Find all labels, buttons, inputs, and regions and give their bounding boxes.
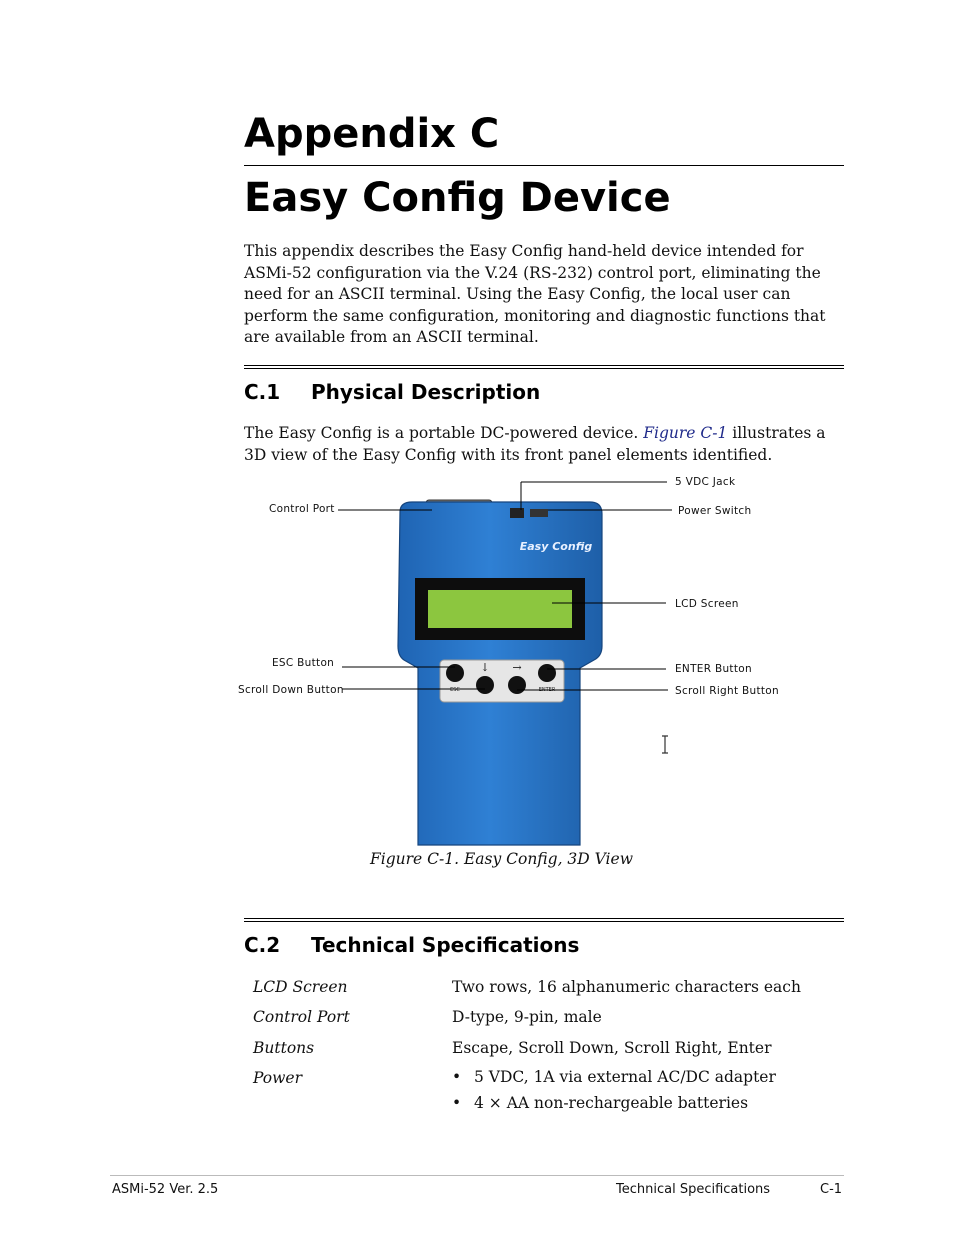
section-number: C.1 (244, 380, 281, 404)
section-title: Technical Specifications (311, 933, 580, 957)
esc-key-label: ESC (450, 687, 460, 693)
section-heading-physical (244, 379, 540, 405)
lcd-screen (428, 590, 572, 628)
figure-link[interactable]: Figure C-1 (643, 424, 728, 442)
text-cursor-icon (662, 736, 668, 753)
list-item: • 5 VDC, 1A via external AC/DC adapter (452, 1067, 776, 1093)
list-item: • 4 × AA non-rechargeable batteries (452, 1093, 776, 1119)
footer-document-version: ASMi-52 Ver. 2.5 (112, 1182, 219, 1197)
spec-label: Control Port (253, 1008, 350, 1026)
callout-scroll-down: Scroll Down Button (238, 684, 344, 696)
dc-jack (510, 508, 524, 518)
intro-paragraph: This appendix describes the Easy Config hand-held device intended for ASMi-52 configuration via the V.24 (RS-232) control port, eliminating the need for an ASCII terminal. Using the Easy Config, the local user can perform the same configuration, monitoring and diagnostic functions that are available from an ASCII terminal. (244, 242, 826, 346)
spec-value: D-type, 9-pin, male (452, 1008, 602, 1026)
section-title: Physical Description (311, 380, 541, 404)
scroll-right-button-shape (508, 676, 526, 694)
section-number: C.2 (244, 933, 281, 957)
spec-value: Two rows, 16 alphanumeric characters each (452, 978, 801, 996)
callout-scroll-right: Scroll Right Button (675, 685, 779, 697)
footer-page-number: C-1 (820, 1182, 843, 1197)
paragraph-text: illustrates a 3D view of the Easy Config with its front panel elements identified. (244, 424, 826, 464)
callout-esc-button: ESC Button (272, 657, 335, 669)
page-title: Easy Config Device (244, 175, 671, 221)
power-switch (530, 509, 548, 517)
spec-label: Power (253, 1069, 302, 1087)
enter-button-shape (538, 664, 556, 682)
down-arrow-icon: ↓ (480, 661, 490, 674)
callout-lcd-screen: LCD Screen (675, 598, 739, 610)
section-rule (244, 365, 844, 369)
enter-key-label: ENTER (538, 687, 556, 693)
right-arrow-icon: → (512, 661, 522, 674)
figure-caption: Figure C-1. Easy Config, 3D View (370, 850, 633, 868)
callout-control-port: Control Port (269, 503, 335, 515)
callout-vdc-jack: 5 VDC Jack (675, 476, 736, 488)
scroll-down-button-shape (476, 676, 494, 694)
appendix-heading: Appendix C (244, 111, 500, 157)
section-heading-specs (244, 932, 579, 958)
spec-value: Escape, Scroll Down, Scroll Right, Enter (452, 1039, 772, 1057)
spec-label: Buttons (253, 1039, 315, 1057)
power-bullet-list (452, 1067, 776, 1119)
physical-paragraph (244, 423, 849, 466)
callout-power-switch: Power Switch (678, 505, 752, 517)
footer-section-name: Technical Specifications (616, 1182, 771, 1197)
spec-label: LCD Screen (253, 978, 348, 996)
footer-rule (110, 1175, 844, 1176)
section-rule (244, 918, 844, 922)
heading-rule (244, 165, 844, 166)
callout-enter-button: ENTER Button (675, 663, 752, 675)
paragraph-text: The Easy Config is a portable DC-powered device. (244, 424, 644, 442)
device-label: Easy Config (519, 540, 593, 553)
